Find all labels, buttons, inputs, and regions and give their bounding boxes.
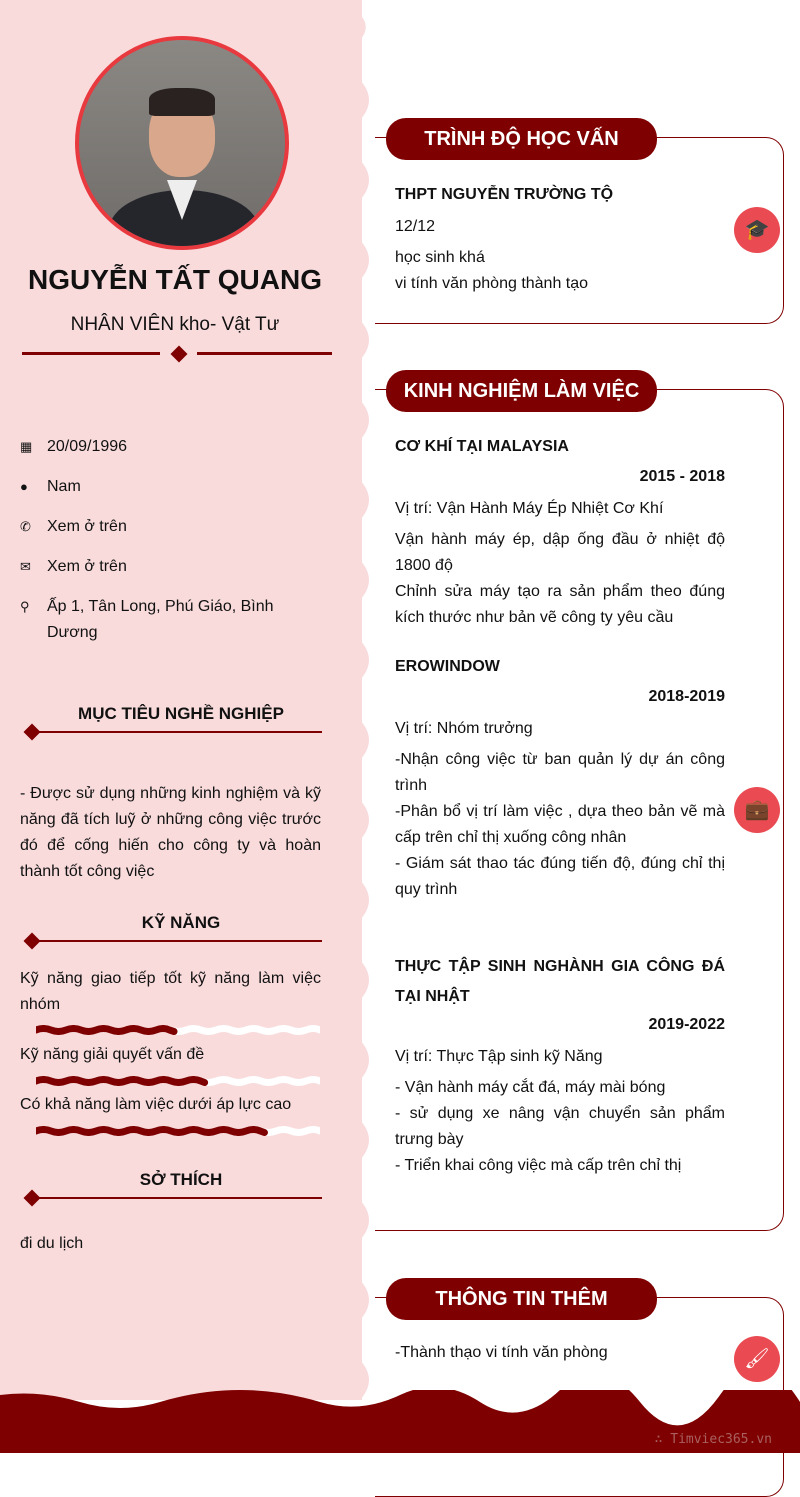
info-birthdate — [20, 434, 310, 460]
divider — [197, 352, 332, 355]
additional-heading: THÔNG TIN THÊM — [386, 1278, 657, 1320]
job-desc: -Nhận công việc từ ban quản lý dự án công trình — [395, 751, 725, 794]
heading-text: MỤC TIÊU NGHỀ NGHIỆP — [78, 704, 284, 723]
objective-heading — [20, 704, 322, 724]
skill-bar — [36, 1025, 320, 1035]
experience-heading: KINH NGHIỆM LÀM VIỆC — [386, 370, 657, 412]
info-email — [20, 554, 310, 580]
skill-name: Kỹ năng giao tiếp tốt kỹ năng làm việc nhóm — [20, 970, 321, 1013]
skill-bar-fill — [36, 1130, 264, 1133]
job-period: 2018-2019 — [648, 688, 725, 705]
grade: 12/12 — [395, 218, 436, 235]
skills-heading — [20, 913, 322, 933]
hobbies-text: đi du lịch — [20, 1235, 84, 1252]
briefcase-icon: 💼 — [734, 787, 780, 833]
phone-icon: ✆ — [20, 519, 31, 534]
skill-name: Có khả năng làm việc dưới áp lực cao — [20, 1096, 292, 1113]
additional-text: -Thành thạo vi tính văn phòng — [395, 1344, 608, 1361]
info-text: 20/09/1996 — [47, 438, 128, 455]
job-desc: - sử dụng xe nâng vận chuyển sản phẩm trưng bày — [395, 1105, 725, 1148]
info-text: Xem ở trên — [47, 558, 127, 575]
watermark: ∴ Timviec365.vn — [654, 1432, 772, 1447]
user-icon: ● — [20, 479, 28, 494]
info-text: Ấp 1, Tân Long, Phú Giáo, Bình Dương — [47, 598, 274, 641]
job-desc: -Phân bổ vị trí làm việc , dựa theo bản vẽ mà cấp trên chỉ thị xuống công nhân — [395, 803, 725, 846]
skill-name: Kỹ năng giải quyết vấn đề — [20, 1046, 205, 1063]
school-name: THPT NGUYỄN TRƯỜNG TỘ — [395, 186, 614, 203]
info-text: Xem ở trên — [47, 518, 127, 535]
job-desc: Chỉnh sửa máy tạo ra sản phẩm theo đúng kích thước như bản vẽ công ty yêu cầu — [395, 583, 725, 626]
heading-text: SỞ THÍCH — [139, 1170, 223, 1189]
job-period: 2019-2022 — [648, 1016, 725, 1033]
info-address — [20, 594, 290, 646]
email-icon: ✉ — [20, 559, 31, 574]
info-gender — [20, 474, 310, 500]
info-text: Nam — [47, 478, 81, 495]
job-position: Vị trí: Nhóm trưởng — [395, 720, 533, 737]
skill-bar-fill — [36, 1029, 174, 1032]
calendar-icon: ▦ — [20, 439, 33, 454]
avatar — [75, 36, 289, 250]
job-position: Vị trí: Vận Hành Máy Ép Nhiệt Cơ Khí — [395, 500, 664, 517]
job-position: Vị trí: Thực Tập sinh kỹ Năng — [395, 1048, 603, 1065]
info-phone — [20, 514, 310, 540]
job-desc: - Vận hành máy cắt đá, máy mài bóng — [395, 1079, 666, 1096]
profile-title: NHÂN VIÊN kho- Vật Tư — [70, 314, 280, 335]
profile-name: NGUYỄN TẤT QUANG — [28, 264, 322, 295]
brush-icon: 🖌 — [734, 1336, 780, 1382]
education-line: vi tính văn phòng thành tạo — [395, 275, 589, 292]
education-line: học sinh khá — [395, 249, 485, 266]
job-desc: - Triển khai công việc mà cấp trên chỉ thị — [395, 1157, 682, 1174]
objective-text: - Được sử dụng những kinh nghiệm và kỹ năng đã tích luỹ ở những công việc trước đó để cống hiến cho công ty và hoàn thành tốt công việc — [20, 785, 321, 880]
job-period: 2015 - 2018 — [639, 468, 725, 485]
sidebar-wave-edge — [340, 0, 380, 1400]
heading-text: KỸ NĂNG — [141, 913, 221, 932]
graduation-cap-icon: 🎓 — [734, 207, 780, 253]
job-desc: Vận hành máy ép, dập ống đầu ở nhiệt độ 1800 độ — [395, 531, 725, 574]
divider — [22, 352, 160, 355]
job-company: EROWINDOW — [395, 658, 500, 675]
education-heading: TRÌNH ĐỘ HỌC VẤN — [386, 118, 657, 160]
job-desc: - Giám sát thao tác đúng tiến độ, đúng chỉ thị quy trình — [395, 855, 725, 898]
hobbies-heading — [20, 1170, 322, 1190]
job-company: THỰC TẬP SINH NGHÀNH GIA CÔNG ĐÁ TẠI NHẬT — [395, 958, 725, 1005]
job-company: CƠ KHÍ TẠI MALAYSIA — [395, 438, 569, 455]
skill-bar — [36, 1126, 320, 1136]
skill-bar — [36, 1076, 320, 1086]
location-icon: ⚲ — [20, 599, 30, 614]
skill-bar-fill — [36, 1080, 205, 1083]
